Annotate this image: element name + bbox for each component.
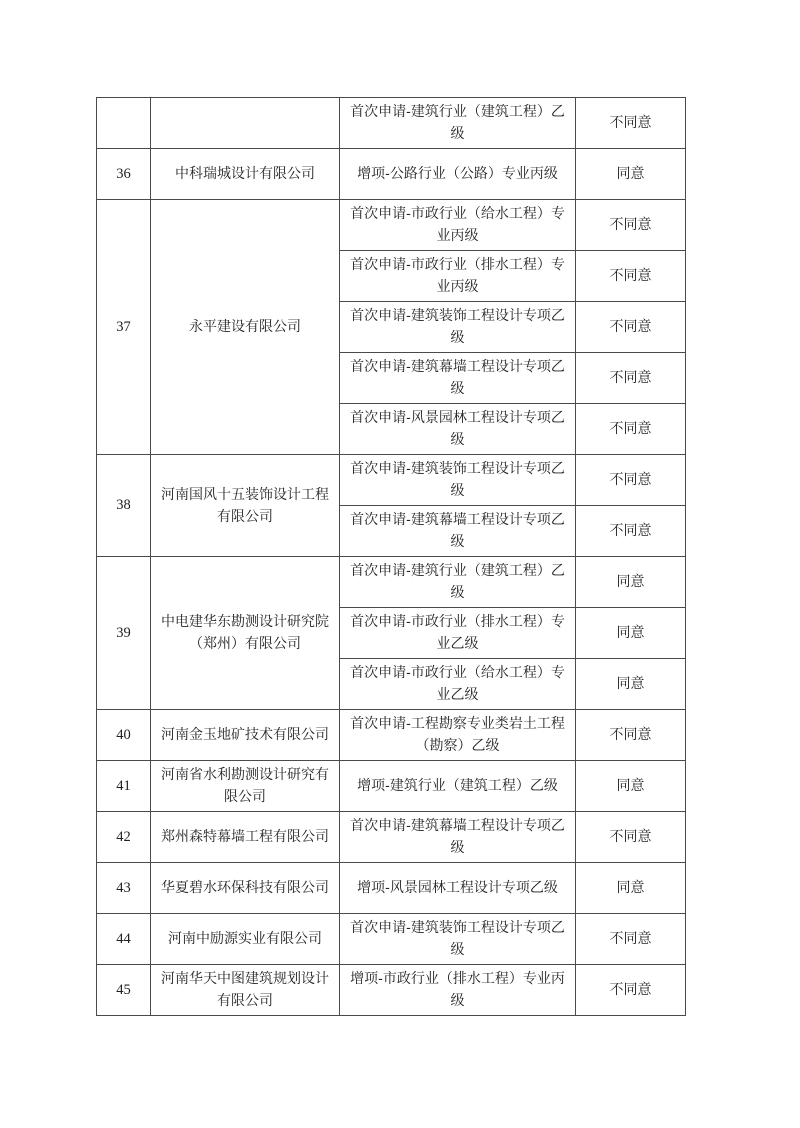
application-cell: 首次申请-建筑行业（建筑工程）乙级 bbox=[340, 557, 576, 608]
row-number-cell: 39 bbox=[97, 557, 151, 710]
row-number-cell bbox=[97, 98, 151, 149]
decision-cell: 同意 bbox=[576, 608, 686, 659]
decision-cell: 不同意 bbox=[576, 251, 686, 302]
application-cell: 首次申请-建筑装饰工程设计专项乙级 bbox=[340, 455, 576, 506]
row-number-cell: 45 bbox=[97, 965, 151, 1016]
decision-cell: 不同意 bbox=[576, 404, 686, 455]
application-cell: 首次申请-建筑幕墙工程设计专项乙级 bbox=[340, 812, 576, 863]
decision-cell: 不同意 bbox=[576, 302, 686, 353]
company-cell: 河南省水利勘测设计研究有限公司 bbox=[151, 761, 340, 812]
row-number-cell: 40 bbox=[97, 710, 151, 761]
table-row bbox=[97, 455, 686, 506]
decision-cell: 不同意 bbox=[576, 914, 686, 965]
company-cell: 中电建华东勘测设计研究院（郑州）有限公司 bbox=[151, 557, 340, 710]
company-cell: 河南中励源实业有限公司 bbox=[151, 914, 340, 965]
table-row bbox=[97, 863, 686, 914]
company-cell: 河南华天中图建筑规划设计有限公司 bbox=[151, 965, 340, 1016]
decision-cell: 不同意 bbox=[576, 353, 686, 404]
row-number-cell: 37 bbox=[97, 200, 151, 455]
company-cell: 永平建设有限公司 bbox=[151, 200, 340, 455]
application-cell: 首次申请-风景园林工程设计专项乙级 bbox=[340, 404, 576, 455]
row-number-cell: 36 bbox=[97, 149, 151, 200]
row-number-cell: 38 bbox=[97, 455, 151, 557]
decision-cell: 不同意 bbox=[576, 98, 686, 149]
row-number-cell: 41 bbox=[97, 761, 151, 812]
table-row bbox=[97, 965, 686, 1016]
application-cell: 首次申请-建筑装饰工程设计专项乙级 bbox=[340, 914, 576, 965]
row-number-cell: 43 bbox=[97, 863, 151, 914]
decision-cell: 同意 bbox=[576, 149, 686, 200]
decision-cell: 不同意 bbox=[576, 710, 686, 761]
table-row bbox=[97, 200, 686, 251]
decision-cell: 不同意 bbox=[576, 965, 686, 1016]
application-cell: 首次申请-市政行业（给水工程）专业乙级 bbox=[340, 659, 576, 710]
decision-cell: 同意 bbox=[576, 557, 686, 608]
company-cell: 华夏碧水环保科技有限公司 bbox=[151, 863, 340, 914]
company-cell bbox=[151, 98, 340, 149]
application-cell: 增项-风景园林工程设计专项乙级 bbox=[340, 863, 576, 914]
application-cell: 增项-市政行业（排水工程）专业丙级 bbox=[340, 965, 576, 1016]
application-cell: 首次申请-市政行业（排水工程）专业丙级 bbox=[340, 251, 576, 302]
decision-cell: 同意 bbox=[576, 761, 686, 812]
decision-cell: 不同意 bbox=[576, 200, 686, 251]
company-cell: 中科瑞城设计有限公司 bbox=[151, 149, 340, 200]
table-row bbox=[97, 557, 686, 608]
application-cell: 首次申请-建筑行业（建筑工程）乙级 bbox=[340, 98, 576, 149]
row-number-cell: 42 bbox=[97, 812, 151, 863]
approval-table bbox=[96, 97, 686, 1016]
company-cell: 河南国风十五装饰设计工程有限公司 bbox=[151, 455, 340, 557]
row-number-cell: 44 bbox=[97, 914, 151, 965]
decision-cell: 同意 bbox=[576, 863, 686, 914]
company-cell: 河南金玉地矿技术有限公司 bbox=[151, 710, 340, 761]
application-cell: 首次申请-建筑装饰工程设计专项乙级 bbox=[340, 302, 576, 353]
application-cell: 首次申请-工程勘察专业类岩土工程（勘察）乙级 bbox=[340, 710, 576, 761]
table-row bbox=[97, 812, 686, 863]
application-cell: 首次申请-市政行业（给水工程）专业丙级 bbox=[340, 200, 576, 251]
application-cell: 首次申请-建筑幕墙工程设计专项乙级 bbox=[340, 506, 576, 557]
table-row bbox=[97, 761, 686, 812]
table-row bbox=[97, 98, 686, 149]
company-cell: 郑州森特幕墙工程有限公司 bbox=[151, 812, 340, 863]
application-cell: 首次申请-市政行业（排水工程）专业乙级 bbox=[340, 608, 576, 659]
table-row bbox=[97, 149, 686, 200]
table-row bbox=[97, 710, 686, 761]
application-cell: 增项-公路行业（公路）专业丙级 bbox=[340, 149, 576, 200]
decision-cell: 同意 bbox=[576, 659, 686, 710]
application-cell: 增项-建筑行业（建筑工程）乙级 bbox=[340, 761, 576, 812]
decision-cell: 不同意 bbox=[576, 812, 686, 863]
application-cell: 首次申请-建筑幕墙工程设计专项乙级 bbox=[340, 353, 576, 404]
decision-cell: 不同意 bbox=[576, 455, 686, 506]
table-row bbox=[97, 914, 686, 965]
decision-cell: 不同意 bbox=[576, 506, 686, 557]
